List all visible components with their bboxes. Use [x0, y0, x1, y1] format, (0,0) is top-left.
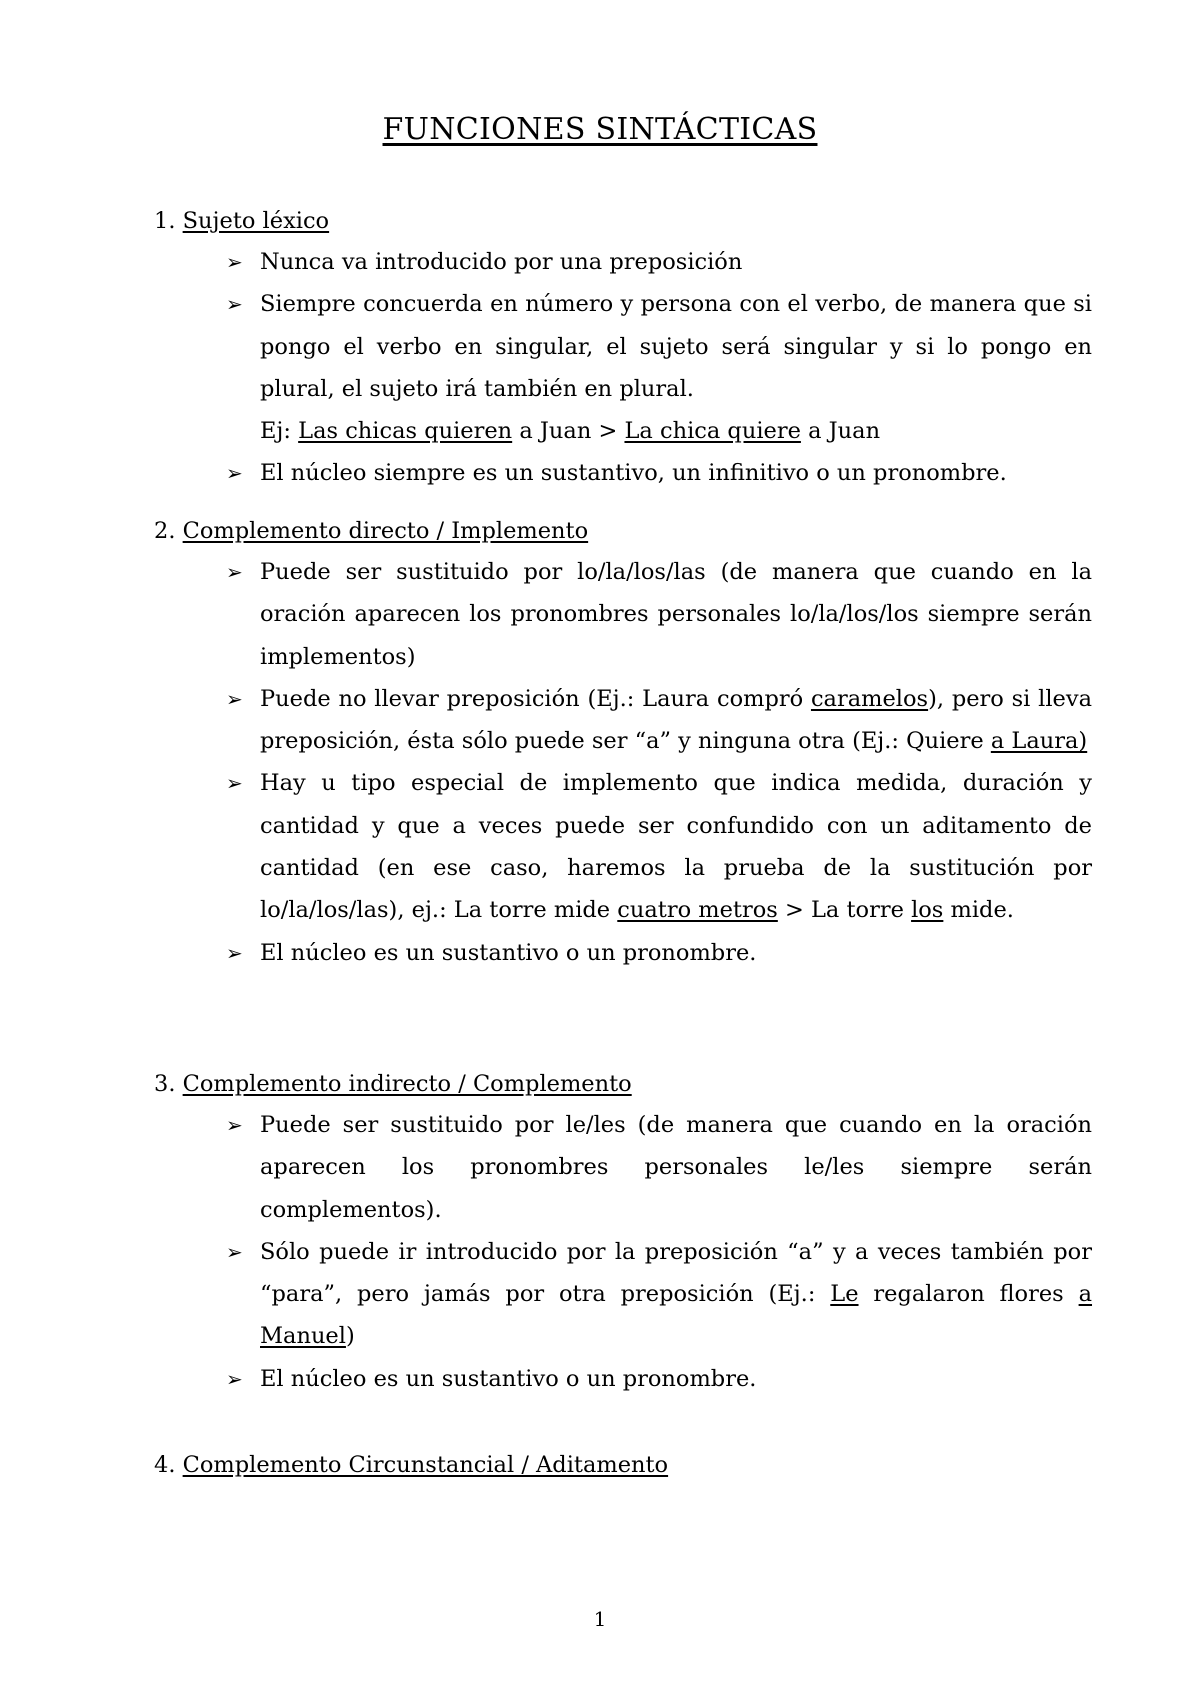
underlined-text: Le [830, 1281, 859, 1308]
section-heading-4 [154, 1452, 668, 1478]
section-1-bullets [0, 241, 1200, 495]
section-number: 1. [154, 208, 176, 234]
arrow-bullet-icon: ➢ [226, 250, 243, 274]
section-heading-2 [154, 518, 588, 544]
text-run: regalaron flores [858, 1281, 1079, 1308]
bullet-text [260, 762, 1092, 931]
bullet-text: El núcleo siempre es un sustantivo, un infinitivo o un pronombre. [260, 460, 1007, 487]
arrow-bullet-icon: ➢ [226, 1239, 243, 1264]
section-title: Complemento directo / Implemento [182, 518, 589, 544]
arrow-bullet-icon: ➢ [226, 940, 243, 965]
list-item [0, 452, 1200, 494]
list-item [0, 762, 1200, 931]
example-line [260, 410, 1092, 452]
list-item [0, 1358, 1200, 1400]
text-run: mide. [943, 897, 1014, 924]
document-title: FUNCIONES SINTÁCTICAS [382, 112, 818, 147]
page-number: 1 [593, 1607, 607, 1631]
bullet-text: Nunca va introducido por una preposición [260, 249, 743, 275]
arrow-bullet-icon: ➢ [226, 686, 243, 711]
example-text: a Juan [800, 418, 881, 445]
arrow-bullet-icon: ➢ [226, 560, 243, 584]
section-title: Complemento Circunstancial / Aditamento [182, 1452, 669, 1478]
underlined-subject: La chica quiere [624, 418, 801, 445]
section-number: 4. [154, 1452, 176, 1478]
example-label: Ej: [260, 418, 299, 445]
underlined-text: caramelos [810, 685, 929, 712]
list-item [0, 932, 1200, 974]
underlined-text: a Manuel [260, 1281, 1093, 1350]
arrow-bullet-icon: ➢ [226, 1113, 243, 1137]
underlined-subject: Las chicas quieren [298, 418, 513, 445]
bullet-text: El núcleo es un sustantivo o un pronombre. [260, 1365, 757, 1392]
bullet-text: Puede ser sustituido por lo/la/los/las (de manera que cuando en la oración aparecen los pronombres personales lo/la/los/los siempre serán implementos) [260, 559, 1092, 670]
section-heading-1 [154, 208, 329, 234]
text-run: Puede no llevar preposición (Ej.: Laura compró [260, 685, 811, 712]
section-number: 3. [154, 1071, 176, 1097]
text-run: > La torre [777, 897, 912, 924]
list-item [0, 1231, 1200, 1358]
list-item [0, 283, 1200, 452]
section-3-bullets [0, 1104, 1200, 1400]
section-heading-3 [154, 1071, 632, 1097]
bullet-text [260, 678, 1092, 763]
example-text: a Juan > [512, 418, 625, 445]
arrow-bullet-icon: ➢ [226, 292, 243, 317]
section-title: Complemento indirecto / Complemento [182, 1071, 632, 1097]
arrow-bullet-icon: ➢ [226, 461, 243, 486]
underlined-text: los [911, 897, 944, 924]
list-item [0, 678, 1200, 763]
underlined-text: cuatro metros [617, 897, 778, 924]
section-number: 2. [154, 518, 176, 544]
text-run: ), pero si lleva preposición, ésta sólo puede ser “a” y ninguna otra (Ej.: Quiere [260, 685, 1092, 755]
section-title: Sujeto léxico [182, 208, 330, 234]
arrow-bullet-icon: ➢ [226, 1366, 243, 1391]
text-run: ) [345, 1323, 355, 1350]
list-item [0, 551, 1200, 678]
text-run: Sólo puede ir introducido por la preposición “a” y a veces también por “para”, pero jamás por otra preposición (Ej.: [260, 1238, 1092, 1308]
arrow-bullet-icon: ➢ [226, 771, 243, 796]
text-run: Hay u tipo especial de implemento que indica medida, duración y cantidad y que a veces puede ser confundido con un aditamento de cantidad (en ese caso, haremos la prueba de la sustitución por lo/la/los/las), ej.: La torre mide [260, 770, 1092, 924]
bullet-text: Puede ser sustituido por le/les (de manera que cuando en la oración aparecen los pronombres personales le/les siempre serán complementos). [260, 1112, 1092, 1223]
list-item [0, 241, 1200, 283]
list-item [0, 1104, 1200, 1231]
bullet-text: Siempre concuerda en número y persona con el verbo, de manera que si pongo el verbo en singular, el sujeto será singular y si lo pongo en plural, el sujeto irá también en plural. [260, 291, 1092, 402]
bullet-text: El núcleo es un sustantivo o un pronombre. [260, 939, 757, 966]
section-2-bullets [0, 551, 1200, 974]
bullet-text [260, 1231, 1092, 1358]
underlined-text: a Laura) [990, 728, 1088, 755]
